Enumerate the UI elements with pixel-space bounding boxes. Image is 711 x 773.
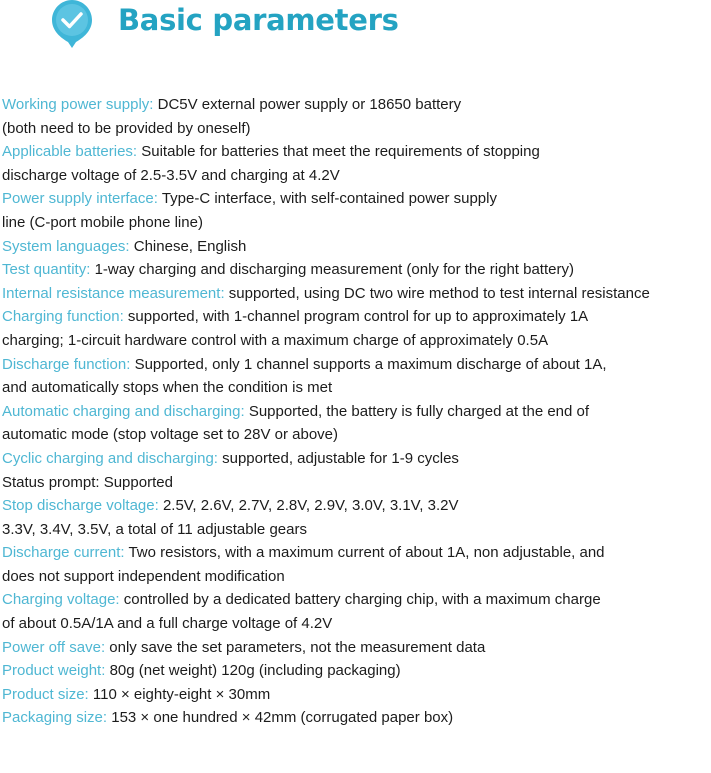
parameter-label: Discharge current:	[2, 544, 129, 562]
parameter-value: 3.3V, 3.4V, 3.5V, a total of 11 adjustable gears	[2, 520, 307, 538]
parameter-line	[2, 683, 711, 707]
parameter-label: System languages:	[2, 237, 134, 255]
parameter-value: 110 × eighty-eight × 30mm	[92, 685, 271, 703]
parameter-line	[2, 636, 711, 660]
parameter-line	[2, 565, 711, 589]
parameter-label: Cyclic charging and discharging:	[2, 449, 223, 467]
parameter-label: Charging voltage:	[2, 591, 124, 609]
parameter-value: 2.5V, 2.6V, 2.7V, 2.8V, 2.9V, 3.0V, 3.1V, 3.2V	[162, 497, 459, 515]
parameter-line	[2, 659, 711, 683]
parameter-value: supported, using DC two wire method to test internal resistance	[228, 284, 650, 302]
parameter-value: Suitable for batteries that meet the requirements of stopping	[141, 143, 540, 161]
parameter-value: Two resistors, with a maximum current of about 1A, non adjustable, and	[128, 544, 605, 562]
parameter-line	[2, 93, 711, 117]
parameter-line	[2, 353, 711, 377]
parameter-line	[2, 164, 711, 188]
check-location-badge-icon	[50, 0, 94, 42]
parameter-value: automatic mode (stop voltage set to 28V or above)	[2, 426, 339, 444]
parameter-line	[2, 282, 711, 306]
parameters-list	[2, 93, 711, 730]
parameter-label: Packaging size:	[2, 709, 112, 727]
parameter-label: Product weight:	[2, 662, 110, 680]
parameter-label: Automatic charging and discharging:	[2, 402, 249, 420]
parameter-value: Type-C interface, with self-contained power supply	[161, 190, 497, 208]
parameter-line	[2, 187, 711, 211]
parameter-line	[2, 447, 711, 471]
parameter-label: Working power supply:	[2, 96, 158, 113]
parameter-label: Power off save:	[2, 638, 110, 656]
parameter-value: supported, with 1-channel program control for up to approximately 1A	[127, 308, 589, 326]
parameter-value: does not support independent modification	[2, 567, 285, 585]
parameter-value: (both need to be provided by oneself)	[2, 119, 251, 137]
parameter-label: Applicable batteries:	[2, 143, 142, 161]
parameter-line	[2, 376, 711, 400]
parameter-label: Product size:	[2, 685, 93, 703]
parameter-line	[2, 140, 711, 164]
parameter-value: 1-way charging and discharging measurement (only for the right battery)	[94, 261, 574, 279]
parameter-value: DC5V external power supply or 18650 battery	[157, 96, 462, 113]
parameter-line	[2, 329, 711, 353]
parameter-line	[2, 211, 711, 235]
parameter-line	[2, 518, 711, 542]
parameter-line	[2, 235, 711, 259]
parameter-label: Internal resistance measurement:	[2, 284, 229, 302]
parameter-value: 153 × one hundred × 42mm (corrugated paper box)	[111, 709, 454, 727]
parameter-value: supported, adjustable for 1-9 cycles	[222, 449, 459, 467]
header	[50, 0, 399, 48]
parameter-line	[2, 494, 711, 518]
parameter-value: Supported, only 1 channel supports a maximum discharge of about 1A,	[134, 355, 607, 373]
parameter-label: Power supply interface:	[2, 190, 162, 208]
parameter-label: Charging function:	[2, 308, 128, 326]
parameter-value: line (C-port mobile phone line)	[2, 213, 203, 231]
parameter-line	[2, 471, 711, 495]
parameter-line	[2, 305, 711, 329]
parameter-value: Chinese, English	[133, 237, 247, 255]
parameter-value: of about 0.5A/1A and a full charge voltage of 4.2V	[2, 615, 333, 633]
page-title: Basic parameters	[118, 3, 399, 37]
parameter-line	[2, 258, 711, 282]
parameter-line	[2, 612, 711, 636]
parameter-label: Stop discharge voltage:	[2, 497, 163, 515]
parameter-value: charging; 1-circuit hardware control with a maximum charge of approximately 0.5A	[2, 331, 549, 349]
parameter-label: Discharge function:	[2, 355, 135, 373]
parameter-value: discharge voltage of 2.5-3.5V and charging at 4.2V	[2, 166, 340, 184]
parameter-value: Status prompt: Supported	[2, 473, 173, 491]
parameter-value: controlled by a dedicated battery charging chip, with a maximum charge	[123, 591, 601, 609]
parameter-line	[2, 117, 711, 141]
parameter-line	[2, 400, 711, 424]
parameter-value: only save the set parameters, not the measurement data	[109, 638, 486, 656]
parameter-label: Test quantity:	[2, 261, 95, 279]
parameter-value: Supported, the battery is fully charged at the end of	[248, 402, 590, 420]
parameter-value: 80g (net weight) 120g (including packaging)	[109, 662, 401, 680]
parameter-value: and automatically stops when the condition is met	[2, 379, 333, 397]
parameter-line	[2, 588, 711, 612]
parameter-line	[2, 541, 711, 565]
parameter-line	[2, 423, 711, 447]
parameter-line	[2, 706, 711, 730]
